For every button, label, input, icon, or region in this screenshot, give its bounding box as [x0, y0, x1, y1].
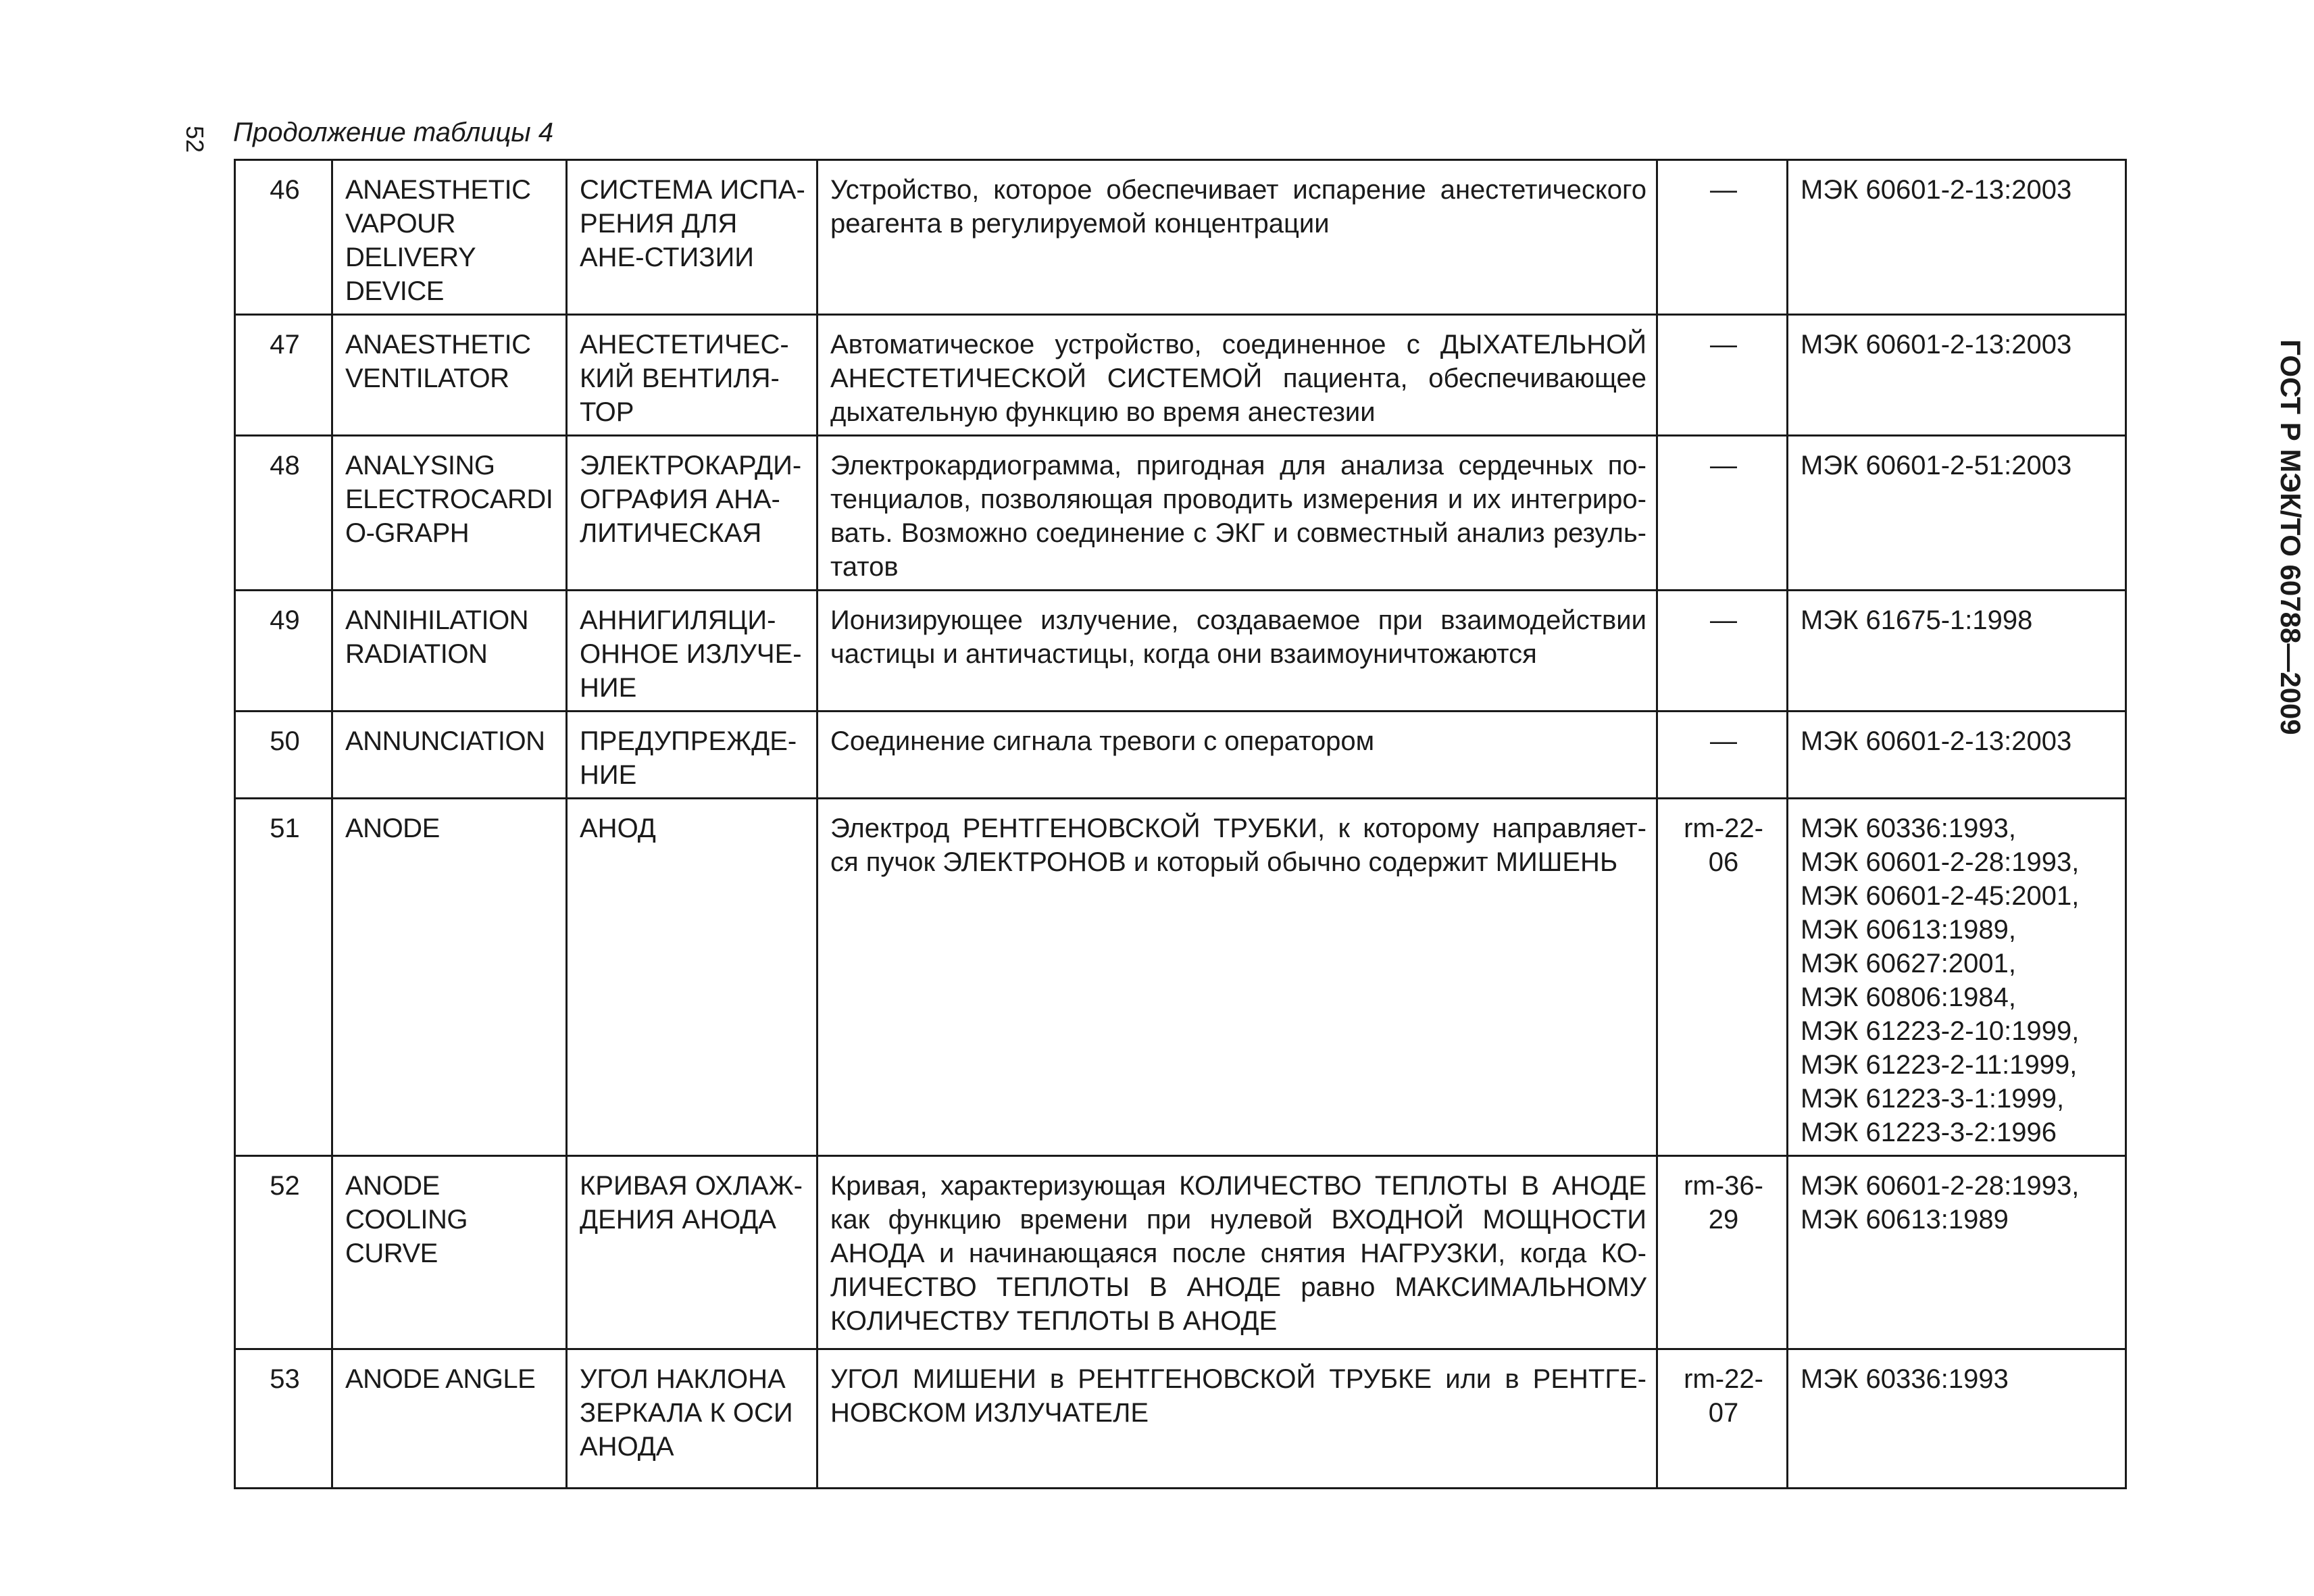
table-row	[235, 1349, 2126, 1489]
table-row	[235, 436, 2126, 591]
term-reference: —	[1657, 436, 1788, 591]
standard-reference: МЭК 60336:1993,	[1801, 814, 2016, 843]
term-reference: —	[1657, 315, 1788, 436]
standard-reference: МЭК 60601-2-28:1993,	[1801, 1171, 2080, 1201]
row-number: 47	[235, 315, 332, 436]
standard-reference: МЭК 60601-2-13:2003	[1801, 330, 2072, 359]
standard-reference: МЭК 60627:2001,	[1801, 949, 2016, 978]
term-definition: УГОЛ МИШЕНИ в РЕНТГЕНОВСКОЙ ТРУБКЕ или в РЕНТГЕ-НОВСКОМ ИЗЛУЧАТЕЛЕ	[818, 1349, 1657, 1489]
table-caption: Продолжение таблицы 4	[233, 118, 554, 147]
standards-list	[1788, 1349, 2126, 1489]
english-term: ANAESTHETIC VAPOUR DELIVERY DEVICE	[332, 160, 567, 315]
standard-reference: МЭК 60601-2-28:1993,	[1801, 847, 2080, 877]
table-row	[235, 712, 2126, 799]
row-number: 46	[235, 160, 332, 315]
english-term: ANODE COOLING CURVE	[332, 1156, 567, 1349]
standard-reference: МЭК 60601-2-45:2001,	[1801, 881, 2080, 911]
english-term: ANALYSING ELECTROCARDIO-GRAPH	[332, 436, 567, 591]
term-definition: Автоматическое устройство, соединенное с ДЫХАТЕЛЬНОЙ АНЕСТЕТИЧЕСКОЙ СИСТЕМОЙ пациента, обеспечивающее дыхательную функцию во время анестезии	[818, 315, 1657, 436]
term-definition: Электрокардиограмма, пригодная для анализа сердечных по-тенциалов, позволяющая проводить измерения и их интегриро-вать. Возможно соединение с ЭКГ и совместный анализ резуль-татов	[818, 436, 1657, 591]
term-reference: —	[1657, 591, 1788, 712]
standards-list	[1788, 799, 2126, 1156]
standards-list	[1788, 160, 2126, 315]
term-reference: —	[1657, 712, 1788, 799]
standard-reference: МЭК 60601-2-13:2003	[1801, 175, 2072, 205]
row-number: 51	[235, 799, 332, 1156]
table-row	[235, 315, 2126, 436]
standard-reference: МЭК 60806:1984,	[1801, 982, 2016, 1012]
page-number: 52	[181, 125, 209, 153]
terms-table-body	[235, 160, 2126, 1489]
row-number: 48	[235, 436, 332, 591]
term-definition: Устройство, которое обеспечивает испарение анестетического реагента в регулируемой концентрации	[818, 160, 1657, 315]
english-term: ANODE ANGLE	[332, 1349, 567, 1489]
row-number: 52	[235, 1156, 332, 1349]
term-definition: Ионизирующее излучение, создаваемое при взаимодействии частицы и античастицы, когда они взаимоуничтожаются	[818, 591, 1657, 712]
standard-reference: МЭК 60601-2-13:2003	[1801, 726, 2072, 756]
russian-term: АНЕСТЕТИЧЕС-КИЙ ВЕНТИЛЯ-ТОР	[567, 315, 818, 436]
english-term: ANAESTHETIC VENTILATOR	[332, 315, 567, 436]
term-reference: rm-36-29	[1657, 1156, 1788, 1349]
table-row	[235, 799, 2126, 1156]
terms-table	[234, 159, 2127, 1489]
term-reference: rm-22-07	[1657, 1349, 1788, 1489]
standards-list	[1788, 315, 2126, 436]
standard-reference: МЭК 61223-2-11:1999,	[1801, 1050, 2078, 1080]
standard-reference: МЭК 60613:1989	[1801, 1205, 2009, 1235]
standards-list	[1788, 591, 2126, 712]
term-reference: rm-22-06	[1657, 799, 1788, 1156]
russian-term: УГОЛ НАКЛОНА ЗЕРКАЛА К ОСИ АНОДА	[567, 1349, 818, 1489]
table-row	[235, 160, 2126, 315]
table-row	[235, 591, 2126, 712]
standard-reference: МЭК 61675-1:1998	[1801, 605, 2033, 635]
standard-reference: МЭК 61223-2-10:1999,	[1801, 1016, 2080, 1046]
table-row	[235, 1156, 2126, 1349]
english-term: ANNIHILATION RADIATION	[332, 591, 567, 712]
russian-term: ПРЕДУПРЕЖДЕ-НИЕ	[567, 712, 818, 799]
russian-term: СИСТЕМА ИСПА-РЕНИЯ ДЛЯ АНЕ-СТИЗИИ	[567, 160, 818, 315]
standard-reference: МЭК 60613:1989,	[1801, 915, 2016, 945]
standard-reference: МЭК 61223-3-2:1996	[1801, 1118, 2057, 1147]
standards-list	[1788, 436, 2126, 591]
russian-term: АНОД	[567, 799, 818, 1156]
russian-term: ЭЛЕКТРОКАРДИ-ОГРАФИЯ АНА-ЛИТИЧЕСКАЯ	[567, 436, 818, 591]
standard-reference: МЭК 61223-3-1:1999,	[1801, 1084, 2065, 1114]
russian-term: КРИВАЯ ОХЛАЖ-ДЕНИЯ АНОДА	[567, 1156, 818, 1349]
term-definition: Соединение сигнала тревоги с оператором	[818, 712, 1657, 799]
standards-list	[1788, 1156, 2126, 1349]
running-header: ГОСТ Р МЭК/ТО 60788—2009	[2275, 339, 2307, 735]
english-term: ANNUNCIATION	[332, 712, 567, 799]
russian-term: АННИГИЛЯЦИ-ОННОЕ ИЗЛУЧЕ-НИЕ	[567, 591, 818, 712]
term-reference: —	[1657, 160, 1788, 315]
standard-reference: МЭК 60336:1993	[1801, 1364, 2009, 1394]
english-term: ANODE	[332, 799, 567, 1156]
row-number: 50	[235, 712, 332, 799]
row-number: 49	[235, 591, 332, 712]
standards-list	[1788, 712, 2126, 799]
term-definition: Электрод РЕНТГЕНОВСКОЙ ТРУБКИ, к которому направляет-ся пучок ЭЛЕКТРОНОВ и который обычно содержит МИШЕНЬ	[818, 799, 1657, 1156]
term-definition: Кривая, характеризующая КОЛИЧЕСТВО ТЕПЛОТЫ В АНОДЕ как функцию времени при нулевой ВХОДНОЙ МОЩНОСТИ АНОДА и начинающаяся после снятия НАГРУЗКИ, когда КО-ЛИЧЕСТВО ТЕПЛОТЫ В АНОДЕ равно МАКСИМАЛЬНОМУ КОЛИЧЕСТВУ ТЕПЛОТЫ В АНОДЕ	[818, 1156, 1657, 1349]
row-number: 53	[235, 1349, 332, 1489]
standard-reference: МЭК 60601-2-51:2003	[1801, 451, 2072, 480]
